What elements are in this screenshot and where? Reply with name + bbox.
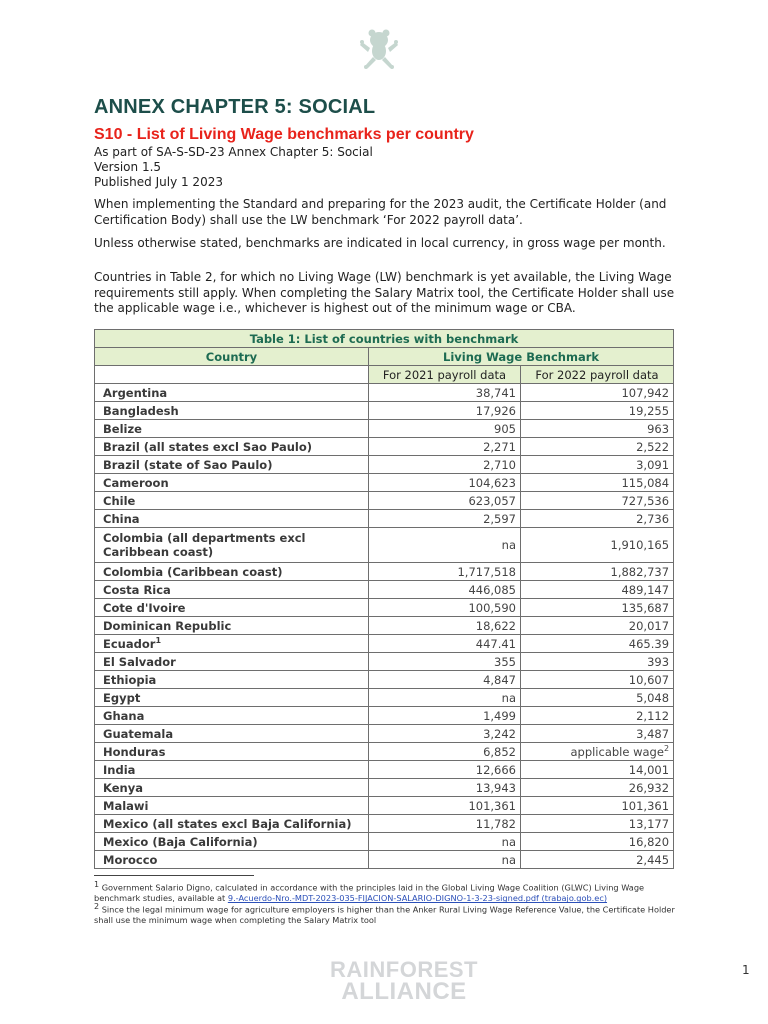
value-2021-cell: 2,710 bbox=[369, 456, 521, 474]
country-cell bbox=[95, 833, 369, 851]
value-2022: 393 bbox=[647, 654, 670, 669]
value-2022: 19,255 bbox=[628, 403, 670, 418]
value-2021-cell: 38,741 bbox=[369, 384, 521, 402]
country-name: Cameroon bbox=[103, 475, 169, 490]
footnote-2-text: Since the legal minimum wage for agriculture employers is higher than the Anker Rural Living Wage Reference Value, the Certificate Holder shall use the minimum wage when completing the Salary Matrix tool bbox=[94, 904, 675, 926]
meta-line-part-of: As part of SA-S-SD-23 Annex Chapter 5: Social bbox=[94, 145, 373, 159]
country-cell bbox=[95, 402, 369, 420]
country-name: Costa Rica bbox=[103, 582, 171, 597]
value-2022-cell bbox=[521, 851, 674, 869]
footnote-ref: 2 bbox=[663, 744, 670, 754]
value-2022-cell bbox=[521, 671, 674, 689]
value-2022: 14,001 bbox=[628, 762, 670, 777]
country-cell bbox=[95, 671, 369, 689]
table-row bbox=[95, 725, 674, 743]
table-row bbox=[95, 797, 674, 815]
footnote-divider bbox=[94, 875, 254, 876]
table-row bbox=[95, 438, 674, 456]
country-cell bbox=[95, 815, 369, 833]
country-name: Chile bbox=[103, 493, 136, 508]
table-row bbox=[95, 402, 674, 420]
country-cell bbox=[95, 725, 369, 743]
table-row bbox=[95, 563, 674, 581]
meta-line-published: Published July 1 2023 bbox=[94, 175, 223, 189]
value-2022-cell bbox=[521, 420, 674, 438]
country-cell bbox=[95, 599, 369, 617]
value-2022: 107,942 bbox=[621, 385, 670, 400]
paragraph-currency-note: Unless otherwise stated, benchmarks are indicated in local currency, in gross wage per month. bbox=[94, 236, 666, 250]
country-name: Cote d'Ivoire bbox=[103, 600, 186, 615]
value-2022-cell bbox=[521, 402, 674, 420]
value-2021-cell: 446,085 bbox=[369, 581, 521, 599]
country-name: Mexico (all states excl Baja California) bbox=[103, 816, 352, 831]
value-2022-cell bbox=[521, 689, 674, 707]
value-2021-cell: 1,499 bbox=[369, 707, 521, 725]
value-2021-cell: 2,271 bbox=[369, 438, 521, 456]
value-2022: 5,048 bbox=[636, 690, 670, 705]
country-cell bbox=[95, 581, 369, 599]
value-2022: 13,177 bbox=[628, 816, 670, 831]
country-cell bbox=[95, 653, 369, 671]
table-row bbox=[95, 653, 674, 671]
value-2022-cell bbox=[521, 617, 674, 635]
value-2022: 2,445 bbox=[636, 852, 670, 867]
country-name: Morocco bbox=[103, 852, 158, 867]
table-row bbox=[95, 581, 674, 599]
country-cell bbox=[95, 779, 369, 797]
value-2022-cell bbox=[521, 563, 674, 581]
value-2022-cell bbox=[521, 797, 674, 815]
value-2021-cell: 355 bbox=[369, 653, 521, 671]
value-2021-cell: 12,666 bbox=[369, 761, 521, 779]
table-body bbox=[95, 384, 674, 869]
value-2022-cell bbox=[521, 474, 674, 492]
value-2022: 26,932 bbox=[628, 780, 670, 795]
table-row bbox=[95, 815, 674, 833]
table-row bbox=[95, 851, 674, 869]
table-row bbox=[95, 384, 674, 402]
country-name: Guatemala bbox=[103, 726, 174, 741]
value-2022-cell bbox=[521, 599, 674, 617]
country-name: Bangladesh bbox=[103, 403, 179, 418]
table-row bbox=[95, 456, 674, 474]
value-2021-cell: 101,361 bbox=[369, 797, 521, 815]
country-cell bbox=[95, 528, 369, 563]
country-cell bbox=[95, 456, 369, 474]
value-2022: 115,084 bbox=[621, 475, 670, 490]
country-cell bbox=[95, 617, 369, 635]
country-name: Brazil (state of Sao Paulo) bbox=[103, 457, 273, 472]
frog-logo-icon bbox=[359, 22, 399, 70]
value-2021-cell: na bbox=[369, 851, 521, 869]
value-2022-cell bbox=[521, 438, 674, 456]
footnote-1-marker: 1 bbox=[94, 880, 100, 889]
table-row bbox=[95, 635, 674, 653]
value-2022: 10,607 bbox=[628, 672, 670, 687]
value-2022-cell bbox=[521, 707, 674, 725]
column-header-living-wage: Living Wage Benchmark bbox=[369, 348, 674, 366]
value-2022: applicable wage bbox=[570, 744, 664, 759]
table-row bbox=[95, 707, 674, 725]
footnote-1 bbox=[94, 880, 684, 904]
rainforest-alliance-logo bbox=[330, 959, 478, 1003]
value-2022-cell bbox=[521, 635, 674, 653]
value-2022: 3,487 bbox=[636, 726, 670, 741]
country-name: India bbox=[103, 762, 136, 777]
value-2022: 465.39 bbox=[628, 636, 670, 651]
value-2022-cell bbox=[521, 456, 674, 474]
value-2022-cell bbox=[521, 815, 674, 833]
country-name: China bbox=[103, 511, 140, 526]
value-2021-cell: na bbox=[369, 833, 521, 851]
country-name: Colombia (all departments excl Caribbean coast) bbox=[103, 531, 306, 559]
value-2022-cell bbox=[521, 653, 674, 671]
table-row bbox=[95, 833, 674, 851]
country-cell bbox=[95, 851, 369, 869]
value-2022-cell bbox=[521, 581, 674, 599]
value-2022: 20,017 bbox=[628, 618, 670, 633]
value-2022: 727,536 bbox=[621, 493, 670, 508]
value-2022: 1,910,165 bbox=[610, 538, 670, 552]
country-name: Ghana bbox=[103, 708, 145, 723]
table-row bbox=[95, 528, 674, 563]
table-row bbox=[95, 743, 674, 761]
country-name: Ecuador bbox=[103, 636, 156, 651]
value-2022: 16,820 bbox=[628, 834, 670, 849]
country-name: Ethiopia bbox=[103, 672, 157, 687]
column-header-country: Country bbox=[95, 348, 369, 366]
country-name: El Salvador bbox=[103, 654, 176, 669]
value-2022-cell bbox=[521, 833, 674, 851]
table-row bbox=[95, 689, 674, 707]
section-title: S10 - List of Living Wage benchmarks per country bbox=[94, 126, 474, 143]
value-2022-cell bbox=[521, 528, 674, 563]
value-2021-cell: 3,242 bbox=[369, 725, 521, 743]
table-row bbox=[95, 671, 674, 689]
country-name: Colombia (Caribbean coast) bbox=[103, 564, 283, 579]
country-cell bbox=[95, 743, 369, 761]
country-cell bbox=[95, 797, 369, 815]
value-2022: 135,687 bbox=[621, 600, 670, 615]
table-row bbox=[95, 420, 674, 438]
value-2021-cell: 13,943 bbox=[369, 779, 521, 797]
chapter-title: ANNEX CHAPTER 5: SOCIAL bbox=[94, 96, 376, 118]
value-2022: 3,091 bbox=[636, 457, 670, 472]
country-cell bbox=[95, 563, 369, 581]
country-cell bbox=[95, 689, 369, 707]
value-2022: 963 bbox=[647, 421, 670, 436]
value-2022: 101,361 bbox=[621, 798, 670, 813]
country-name: Dominican Republic bbox=[103, 618, 232, 633]
table-row bbox=[95, 599, 674, 617]
country-name: Brazil (all states excl Sao Paulo) bbox=[103, 439, 313, 454]
column-header-2021: For 2021 payroll data bbox=[369, 366, 521, 384]
meta-line-version: Version 1.5 bbox=[94, 160, 162, 174]
benchmark-table bbox=[94, 329, 674, 869]
value-2022-cell bbox=[521, 384, 674, 402]
column-header-2022: For 2022 payroll data bbox=[521, 366, 674, 384]
value-2021-cell: 4,847 bbox=[369, 671, 521, 689]
value-2022: 489,147 bbox=[621, 582, 670, 597]
country-cell bbox=[95, 438, 369, 456]
value-2021-cell: 104,623 bbox=[369, 474, 521, 492]
value-2022-cell bbox=[521, 743, 674, 761]
table-row bbox=[95, 617, 674, 635]
value-2022: 2,522 bbox=[636, 439, 670, 454]
value-2021-cell: na bbox=[369, 528, 521, 563]
value-2021-cell: 905 bbox=[369, 420, 521, 438]
value-2021-cell: 11,782 bbox=[369, 815, 521, 833]
logo-line-1: RAINFOREST bbox=[330, 957, 478, 982]
value-2021-cell: 447.41 bbox=[369, 635, 521, 653]
header-blank-cell bbox=[95, 366, 369, 384]
value-2022-cell bbox=[521, 725, 674, 743]
country-name: Argentina bbox=[103, 385, 168, 400]
value-2022: 2,736 bbox=[636, 511, 670, 526]
country-name: Egypt bbox=[103, 690, 141, 705]
table-row bbox=[95, 510, 674, 528]
country-cell bbox=[95, 474, 369, 492]
value-2022: 1,882,737 bbox=[610, 564, 670, 579]
footnote-1-text: Government Salario Digno, calculated in accordance with the principles laid in the Global Living Wage Coalition (GLWC) Living Wage benchmark studies, available at bbox=[94, 882, 645, 904]
footnote-1-link[interactable]: 9.-Acuerdo-Nro.-MDT-2023-035-FIJACION-SALARIO-DIGNO-1-3-23-signed.pdf (trabajo.gob.ec) bbox=[227, 893, 608, 904]
page-number: 1 bbox=[742, 963, 750, 977]
footnote-ref: 1 bbox=[155, 636, 162, 646]
value-2021-cell: 1,717,518 bbox=[369, 563, 521, 581]
value-2021-cell: 100,590 bbox=[369, 599, 521, 617]
value-2021-cell: na bbox=[369, 689, 521, 707]
value-2022-cell bbox=[521, 761, 674, 779]
table-row bbox=[95, 474, 674, 492]
country-name: Honduras bbox=[103, 744, 166, 759]
country-name: Mexico (Baja California) bbox=[103, 834, 258, 849]
paragraph-table2-note: Countries in Table 2, for which no Living Wage (LW) benchmark is yet available, the Living Wage requirements still apply. When completing the Salary Matrix tool, the Certificate Holder shall use the applicable wage i.e., whichever is highest out of the minimum wage or CBA. bbox=[94, 270, 675, 315]
country-cell bbox=[95, 707, 369, 725]
value-2022: 2,112 bbox=[636, 708, 670, 723]
country-name: Kenya bbox=[103, 780, 143, 795]
table-row bbox=[95, 779, 674, 797]
value-2021-cell: 623,057 bbox=[369, 492, 521, 510]
country-cell bbox=[95, 420, 369, 438]
value-2022-cell bbox=[521, 779, 674, 797]
country-cell bbox=[95, 635, 369, 653]
country-cell bbox=[95, 510, 369, 528]
table-row bbox=[95, 492, 674, 510]
table-caption: Table 1: List of countries with benchmark bbox=[95, 330, 674, 348]
value-2022-cell bbox=[521, 492, 674, 510]
logo-line-2: ALLIANCE bbox=[341, 978, 467, 1005]
paragraph-benchmark-usage: When implementing the Standard and preparing for the 2023 audit, the Certificate Holder (and Certification Body) shall use the LW benchmark ‘For 2022 payroll data’. bbox=[94, 197, 667, 227]
country-cell bbox=[95, 384, 369, 402]
value-2021-cell: 18,622 bbox=[369, 617, 521, 635]
country-cell bbox=[95, 492, 369, 510]
value-2021-cell: 6,852 bbox=[369, 743, 521, 761]
country-name: Belize bbox=[103, 421, 142, 436]
value-2021-cell: 2,597 bbox=[369, 510, 521, 528]
country-cell bbox=[95, 761, 369, 779]
table-row bbox=[95, 761, 674, 779]
footnote-2 bbox=[94, 902, 684, 926]
footnote-2-marker: 2 bbox=[94, 902, 100, 911]
value-2021-cell: 17,926 bbox=[369, 402, 521, 420]
value-2022-cell bbox=[521, 510, 674, 528]
country-name: Malawi bbox=[103, 798, 149, 813]
